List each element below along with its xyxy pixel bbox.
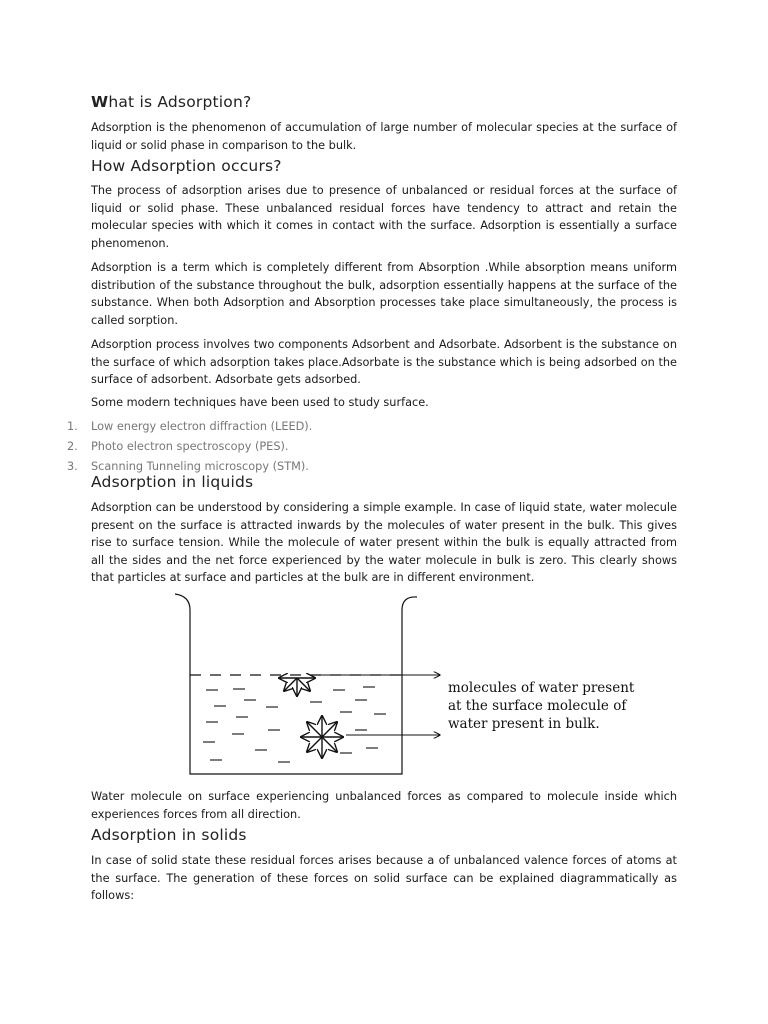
heading-what-is-adsorption: What is Adsorption? — [91, 93, 252, 111]
list-item: 3. Scanning Tunneling microscopy (STM). — [67, 460, 309, 473]
paragraph-figure-caption: Water molecule on surface experiencing unbalanced forces as compared to molecule inside which experiences forces from all direction. — [91, 790, 677, 821]
list-item: 2. Photo electron spectroscopy (PES). — [67, 440, 289, 453]
figure-label-line-1: molecules of water present — [448, 680, 635, 696]
surface-molecule-arrows — [279, 678, 315, 696]
heading-adsorption-in-liquids: Adsorption in liquids — [91, 473, 254, 491]
paragraph-definition: Adsorption is the phenomenon of accumulation of large number of molecular species at the surface of liquid or solid phase in comparison to the bulk. — [91, 121, 677, 152]
water-molecules — [203, 687, 386, 762]
paragraph-components: Adsorption process involves two components Adsorbent and Adsorbate. Adsorbent is the substance on the surface of which adsorption takes place.Adsorbate is the substance which is being adsorbed on the surface of adsorbent. Adsorbate gets adsorbed. — [91, 338, 677, 386]
heading-adsorption-in-solids: Adsorption in solids — [91, 826, 247, 844]
figure-label-line-3: water present in bulk. — [448, 716, 600, 732]
paragraph-solids: In case of solid state these residual forces arises because a of unbalanced valence forces of atoms at the surface. The generation of these forces on solid surface can be explained diagrammatically as follows: — [91, 854, 677, 902]
figure-label-line-2: at the surface molecule of — [448, 698, 627, 714]
beaker-outline — [175, 594, 417, 774]
paragraph-techniques-intro: Some modern techniques have been used to study surface. — [91, 396, 429, 409]
paragraph-absorption-difference: Adsorption is a term which is completely different from Absorption .While absorption means uniform distribution of the substance throughout the bulk, adsorption essentially happens at the surface of the substance. When both Adsorption and Absorption processes take place simultaneously, the process is called sorption. — [91, 261, 677, 327]
bulk-molecule-arrows — [301, 716, 343, 758]
heading-how-adsorption-occurs: How Adsorption occurs? — [91, 157, 282, 175]
list-item: 1. Low energy electron diffraction (LEED). — [67, 420, 313, 433]
paragraph-process: The process of adsorption arises due to presence of unbalanced or residual forces at the surface of liquid or solid phase. These unbalanced residual forces have tendency to attract and retain the molecular species with which it comes in contact with the surface. Adsorption is essentially a surface phenomenon. — [91, 184, 677, 250]
paragraph-liquids: Adsorption can be understood by considering a simple example. In case of liquid state, water molecule present on the surface is attracted inwards by the molecules of water present in the bulk. This gives rise to surface tension. While the molecule of water present within the bulk is equally attracted from all the sides and the net force experienced by the water molecule in bulk is zero. This clearly shows that particles at surface and particles at the bulk are in different environment. — [91, 501, 677, 584]
